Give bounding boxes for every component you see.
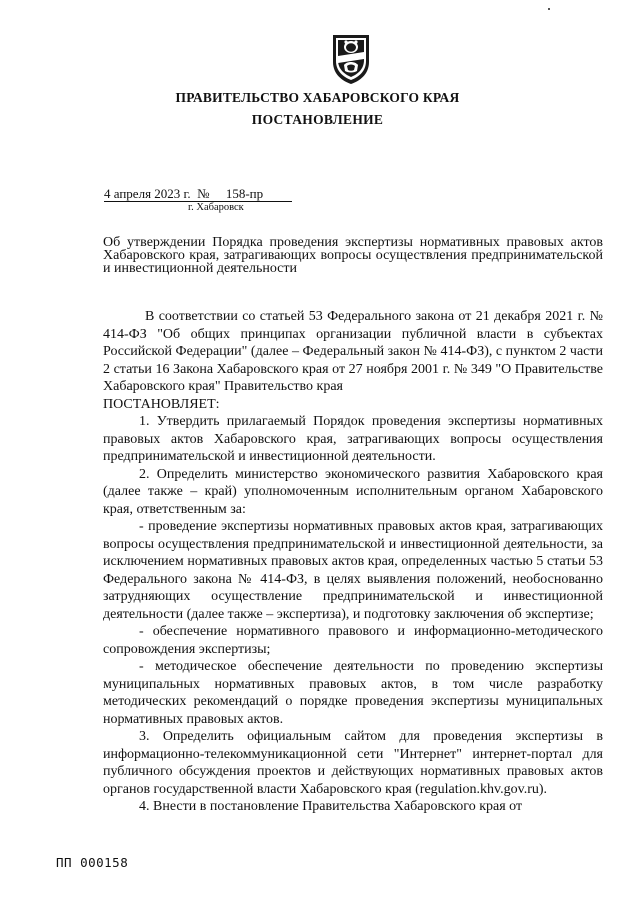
decree-heading: ПОСТАНОВЛЯЕТ:: [103, 396, 220, 412]
paragraph-3: 3. Определить официальным сайтом для проведения экспертизы в информационно-телекоммуникационной сети "Интернет" интернет-портал для публичного обсуждения проектов и действующих нормативных правовых актов органов государственной власти Хабаровского края (regulation.khv.gov.ru).: [103, 729, 603, 797]
document-body: [103, 308, 603, 816]
document-number: 158-пр: [210, 187, 293, 202]
preamble-paragraph: В соответствии со статьей 53 Федерального закона от 21 декабря 2021 г. № 414-ФЗ "Об общих принципах организации публичной власти в субъектах Российской Федерации" (далее – Федеральный закон № 414-ФЗ), с пунктом 2 части 2 статьи 16 Закона Хабаровского края от 27 ноября 2001 г. № 349 "О Правительстве Хабаровского края" Правительство края: [103, 309, 603, 394]
government-name: ПРАВИТЕЛЬСТВО ХАБАРОВСКОГО КРАЯ: [175, 90, 460, 105]
number-sign: №: [197, 186, 210, 201]
form-code: ПП 000158: [56, 855, 129, 870]
paragraph-4: 4. Внести в постановление Правительства Хабаровского края от: [139, 799, 523, 814]
paragraph-2-item-3: - методическое обеспечение деятельности по проведению экспертизы муниципальных нормативных правовых актов, в том числе разработку методических рекомендаций о порядке проведения экспертизы муниципальных нормативных правовых актов.: [103, 659, 603, 727]
paragraph-2: 2. Определить министерство экономического развития Хабаровского края (далее также – край) уполномоченным исполнительным органом Хабаровского края, ответственным за:: [103, 466, 603, 517]
paragraph-2-item-2: - обеспечение нормативного правового и информационно-методического сопровождения экспертизы;: [103, 624, 603, 657]
date-number-line: [104, 186, 292, 202]
document-title: Об утверждении Порядка проведения экспертизы нормативных правовых актов Хабаровского края, затрагивающих вопросы осуществления предпринимательской и инвестиционной деятельности: [103, 235, 603, 276]
paragraph-1: 1. Утвердить прилагаемый Порядок проведения экспертизы нормативных правовых актов Хабаровского края, затрагивающих вопросы осуществления предпринимательской и инвестиционной деятельности.: [103, 414, 603, 464]
document-type: ПОСТАНОВЛЕНИЕ: [251, 112, 384, 127]
paragraph-2-item-1: - проведение экспертизы нормативных правовых актов края, затрагивающих вопросы осуществления предпринимательской и инвестиционной деятельности, за исключением нормативных правовых актов края, определенных частью 5 статьи 53 Федерального закона № 414-ФЗ, в целях выявления положений, необоснованно затрудняющих осуществление предпринимательской и инвестиционной деятельности (далее также – экспертиза), и подготовку заключения об экспертизе;: [103, 519, 603, 622]
khabarovsk-coat-of-arms-icon: [330, 32, 372, 86]
document-date: 4 апреля 2023 г.: [104, 187, 197, 202]
city-label: г. Хабаровск: [188, 202, 244, 213]
scan-speck: [548, 8, 550, 10]
